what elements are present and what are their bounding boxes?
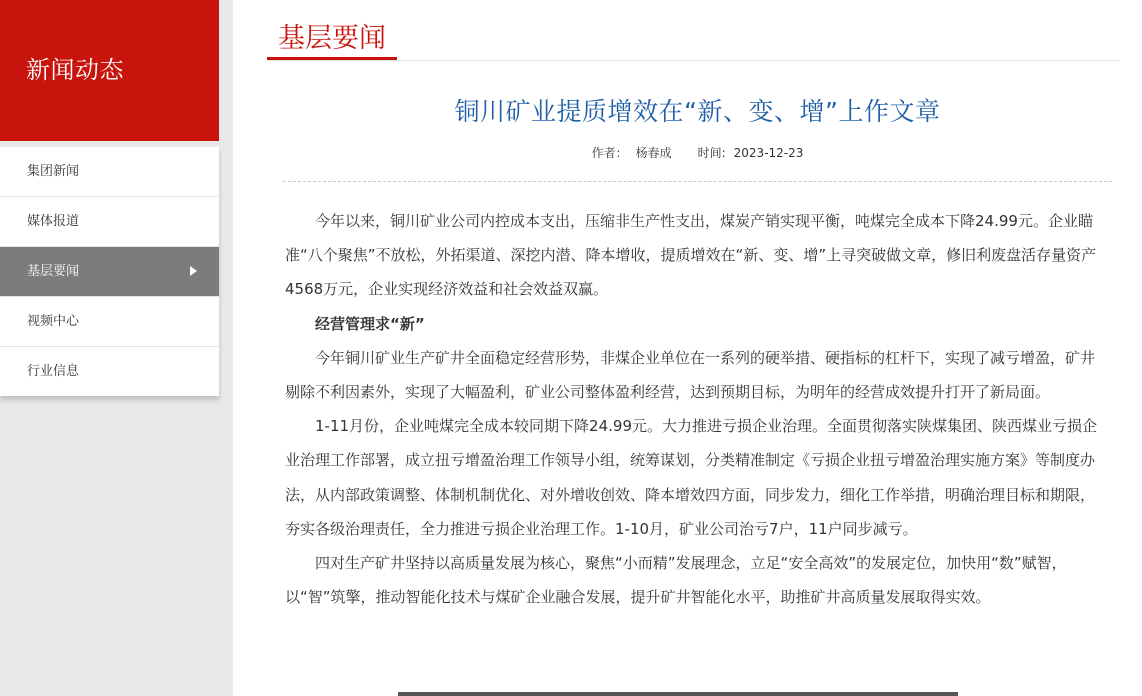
sidebar-item-label: 基层要闻 bbox=[27, 264, 80, 279]
author-name: 杨春成 bbox=[635, 146, 672, 160]
article-image-edge bbox=[398, 692, 958, 696]
sidebar-item-label: 集团新闻 bbox=[27, 164, 80, 179]
author-label: 作者： bbox=[591, 146, 628, 160]
sidebar-item-label: 行业信息 bbox=[27, 364, 80, 379]
triangle-right-icon bbox=[190, 266, 197, 276]
article-body bbox=[285, 204, 1105, 614]
sidebar-item-media-reports[interactable] bbox=[0, 197, 219, 247]
article-meta bbox=[283, 144, 1112, 161]
article-paragraph: 四对生产矿井坚持以高质量发展为核心，聚焦“小而精”发展理念，立足“安全高效”的发展定位，加快用“数”赋智，以“智”筑擎，推动智能化技术与煤矿企业融合发展，提升矿井智能化水平，助推矿井高质量发展取得实效。 bbox=[285, 554, 1067, 607]
sidebar-item-local-news[interactable] bbox=[0, 247, 219, 297]
sidebar-item-group-news[interactable] bbox=[0, 147, 219, 197]
sidebar-item-label: 媒体报道 bbox=[27, 214, 80, 229]
article-paragraph: 今年以来，铜川矿业公司内控成本支出，压缩非生产性支出，煤炭产销实现平衡，吨煤完全成本下降24.99元。企业瞄准“八个聚焦”不放松，外拓渠道、深挖内潜、降本增收，提质增效在“新、变、增”上寻突破做文章，修旧利废盘活存量资产4568万元，企业实现经济效益和社会效益双赢。 bbox=[285, 212, 1097, 299]
meta-divider bbox=[283, 181, 1112, 182]
publish-date: 2023-12-23 bbox=[733, 146, 804, 160]
article-subheading: 经营管理求“新” bbox=[315, 314, 425, 333]
section-tab: 基层要闻 bbox=[267, 0, 397, 60]
sidebar-nav bbox=[0, 147, 219, 396]
sidebar-item-video-center[interactable] bbox=[0, 297, 219, 347]
time-label: 时间: bbox=[697, 146, 726, 160]
article-paragraph: 1-11月份，企业吨煤完全成本较同期下降24.99元。大力推进亏损企业治理。全面贯彻落实陕煤集团、陕西煤业亏损企业治理工作部署，成立扭亏增盈治理工作领导小组，统筹谋划，分类精准制定《亏损企业扭亏增盈治理实施方案》等制度办法，从内部政策调整、体制机制优化、对外增收创效、降本增效四方面，同步发力，细化工作举措，明确治理目标和期限，夯实各级治理责任，全力推进亏损企业治理工作。1-10月，矿业公司治亏7户，11户同步减亏。 bbox=[285, 417, 1097, 538]
sidebar-item-label: 视频中心 bbox=[27, 314, 80, 329]
main-content bbox=[233, 0, 1142, 696]
sidebar-title: 新闻动态 bbox=[0, 0, 219, 141]
sidebar bbox=[0, 0, 219, 396]
sidebar-item-industry-info[interactable] bbox=[0, 347, 219, 396]
article-title: 铜川矿业提质增效在“新、变、增”上作文章 bbox=[454, 97, 941, 126]
section-divider bbox=[267, 60, 1120, 61]
article-paragraph: 今年铜川矿业生产矿井全面稳定经营形势，非煤企业单位在一系列的硬举措、硬指标的杠杆下，实现了减亏增盈，矿井剔除不利因素外，实现了大幅盈利，矿业公司整体盈利经营，达到预期目标，为明年的经营成效提升打开了新局面。 bbox=[285, 348, 1096, 402]
